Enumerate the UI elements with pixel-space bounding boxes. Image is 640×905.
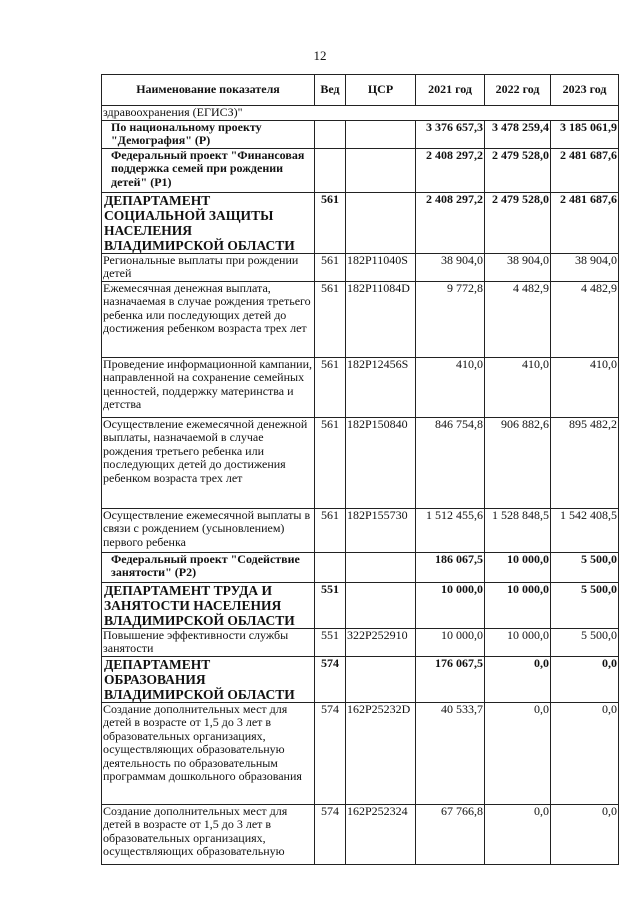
row-csr	[346, 192, 416, 253]
row-2022: 2 479 528,0	[485, 148, 551, 192]
row-2023: 2 481 687,6	[551, 192, 619, 253]
row-name: Федеральный проект "Финансовая поддержка семей при рождении детей" (Р1)	[102, 148, 315, 192]
row-name: Осуществление ежемесячной денежной выплаты, назначаемой в случае рождения третьего ребенка или последующих детей до достижения ребенком возраста трех лет	[102, 417, 315, 508]
row-2022: 10 000,0	[485, 582, 551, 628]
row-ved	[315, 120, 346, 148]
row-ved: 561	[315, 417, 346, 508]
row-ved	[315, 552, 346, 582]
row-2022: 10 000,0	[485, 552, 551, 582]
row-csr	[346, 120, 416, 148]
row-2022: 410,0	[485, 357, 551, 417]
row-2021: 846 754,8	[416, 417, 485, 508]
row-name: Региональные выплаты при рождении детей	[102, 253, 315, 281]
row-2021: 186 067,5	[416, 552, 485, 582]
row-2023: 5 500,0	[551, 552, 619, 582]
row-2022: 38 904,0	[485, 253, 551, 281]
row-2022: 0,0	[485, 656, 551, 702]
row-ved: 561	[315, 357, 346, 417]
header-2021: 2021 год	[416, 75, 485, 106]
row-csr: 182P155730	[346, 508, 416, 552]
table-header-row	[102, 75, 619, 106]
row-2023: 4 482,9	[551, 281, 619, 357]
row-ved: 561	[315, 281, 346, 357]
table-row	[102, 702, 619, 804]
table-row	[102, 552, 619, 582]
row-2022: 4 482,9	[485, 281, 551, 357]
row-csr: 182P11084D	[346, 281, 416, 357]
table-row	[102, 357, 619, 417]
row-name: ДЕПАРТАМЕНТ ТРУДА И ЗАНЯТОСТИ НАСЕЛЕНИЯ ВЛАДИМИРСКОЙ ОБЛАСТИ	[102, 582, 315, 628]
table-row	[102, 253, 619, 281]
table-row	[102, 417, 619, 508]
page-number: 12	[313, 48, 327, 63]
row-name: Проведение информационной кампании, направленной на сохранение семейных ценностей, поддержку материнства и детства	[102, 357, 315, 417]
row-2023: 0,0	[551, 804, 619, 864]
row-2022: 2 479 528,0	[485, 192, 551, 253]
header-name: Наименование показателя	[102, 75, 315, 106]
table-row	[102, 281, 619, 357]
row-csr	[346, 148, 416, 192]
row-2021: 410,0	[416, 357, 485, 417]
header-ved: Вед	[315, 75, 346, 106]
row-2022: 3 478 259,4	[485, 120, 551, 148]
row-2021: 1 512 455,6	[416, 508, 485, 552]
row-csr	[346, 552, 416, 582]
row-2023: 2 481 687,6	[551, 148, 619, 192]
header-2023: 2023 год	[551, 75, 619, 106]
row-ved: 574	[315, 656, 346, 702]
row-ved: 561	[315, 192, 346, 253]
header-2022: 2022 год	[485, 75, 551, 106]
row-csr	[346, 656, 416, 702]
row-2021: 2 408 297,2	[416, 148, 485, 192]
row-2022: 906 882,6	[485, 417, 551, 508]
row-csr: 182P11040S	[346, 253, 416, 281]
row-2023: 38 904,0	[551, 253, 619, 281]
row-name: Повышение эффективности службы занятости	[102, 628, 315, 656]
row-2021: 10 000,0	[416, 582, 485, 628]
row-ved: 561	[315, 508, 346, 552]
row-ved: 551	[315, 582, 346, 628]
row-2022: 10 000,0	[485, 628, 551, 656]
row-name: Федеральный проект "Содействие занятости" (Р2)	[102, 552, 315, 582]
row-ved: 574	[315, 804, 346, 864]
row-2022: 0,0	[485, 702, 551, 804]
row-csr: 322P252910	[346, 628, 416, 656]
row-name: ДЕПАРТАМЕНТ СОЦИАЛЬНОЙ ЗАЩИТЫ НАСЕЛЕНИЯ ВЛАДИМИРСКОЙ ОБЛАСТИ	[102, 192, 315, 253]
row-2023: 1 542 408,5	[551, 508, 619, 552]
table-row	[102, 582, 619, 628]
table-row	[102, 106, 619, 121]
row-2021: 176 067,5	[416, 656, 485, 702]
row-2023: 3 185 061,9	[551, 120, 619, 148]
row-csr: 162P25232D	[346, 702, 416, 804]
row-2023: 0,0	[551, 702, 619, 804]
row-2021: 67 766,8	[416, 804, 485, 864]
row-2023: 0,0	[551, 656, 619, 702]
row-name: Создание дополнительных мест для детей в возрасте от 1,5 до 3 лет в образовательных организациях, осуществляющих образовательную	[102, 804, 315, 864]
row-2021: 2 408 297,2	[416, 192, 485, 253]
table-row	[102, 192, 619, 253]
row-ved: 561	[315, 253, 346, 281]
row-name: По национальному проекту "Демография" (Р)	[102, 120, 315, 148]
row-2022: 1 528 848,5	[485, 508, 551, 552]
table-row	[102, 656, 619, 702]
row-name: здравоохранения (ЕГИСЗ)"	[102, 106, 619, 121]
table-row	[102, 628, 619, 656]
table-row	[102, 148, 619, 192]
row-name: Осуществление ежемесячной выплаты в связи с рождением (усыновлением) первого ребенка	[102, 508, 315, 552]
row-2022: 0,0	[485, 804, 551, 864]
budget-table	[101, 74, 619, 865]
table-row	[102, 508, 619, 552]
row-2023: 410,0	[551, 357, 619, 417]
table-row	[102, 120, 619, 148]
table-row	[102, 804, 619, 864]
row-csr	[346, 582, 416, 628]
row-2023: 895 482,2	[551, 417, 619, 508]
row-2023: 5 500,0	[551, 628, 619, 656]
header-csr: ЦСР	[346, 75, 416, 106]
row-name: Ежемесячная денежная выплата, назначаемая в случае рождения третьего ребенка или последующих детей до достижения ребенком возраста трех лет	[102, 281, 315, 357]
row-2021: 3 376 657,3	[416, 120, 485, 148]
row-csr: 182P150840	[346, 417, 416, 508]
row-name: ДЕПАРТАМЕНТ ОБРАЗОВАНИЯ ВЛАДИМИРСКОЙ ОБЛАСТИ	[102, 656, 315, 702]
row-2023: 5 500,0	[551, 582, 619, 628]
row-2021: 10 000,0	[416, 628, 485, 656]
row-2021: 38 904,0	[416, 253, 485, 281]
row-ved: 574	[315, 702, 346, 804]
row-2021: 9 772,8	[416, 281, 485, 357]
row-ved	[315, 148, 346, 192]
row-name: Создание дополнительных мест для детей в возрасте от 1,5 до 3 лет в образовательных организациях, осуществляющих образовательную деятельность по образовательным программам дошкольного образования	[102, 702, 315, 804]
row-2021: 40 533,7	[416, 702, 485, 804]
row-csr: 182P12456S	[346, 357, 416, 417]
row-csr: 162P252324	[346, 804, 416, 864]
row-ved: 551	[315, 628, 346, 656]
